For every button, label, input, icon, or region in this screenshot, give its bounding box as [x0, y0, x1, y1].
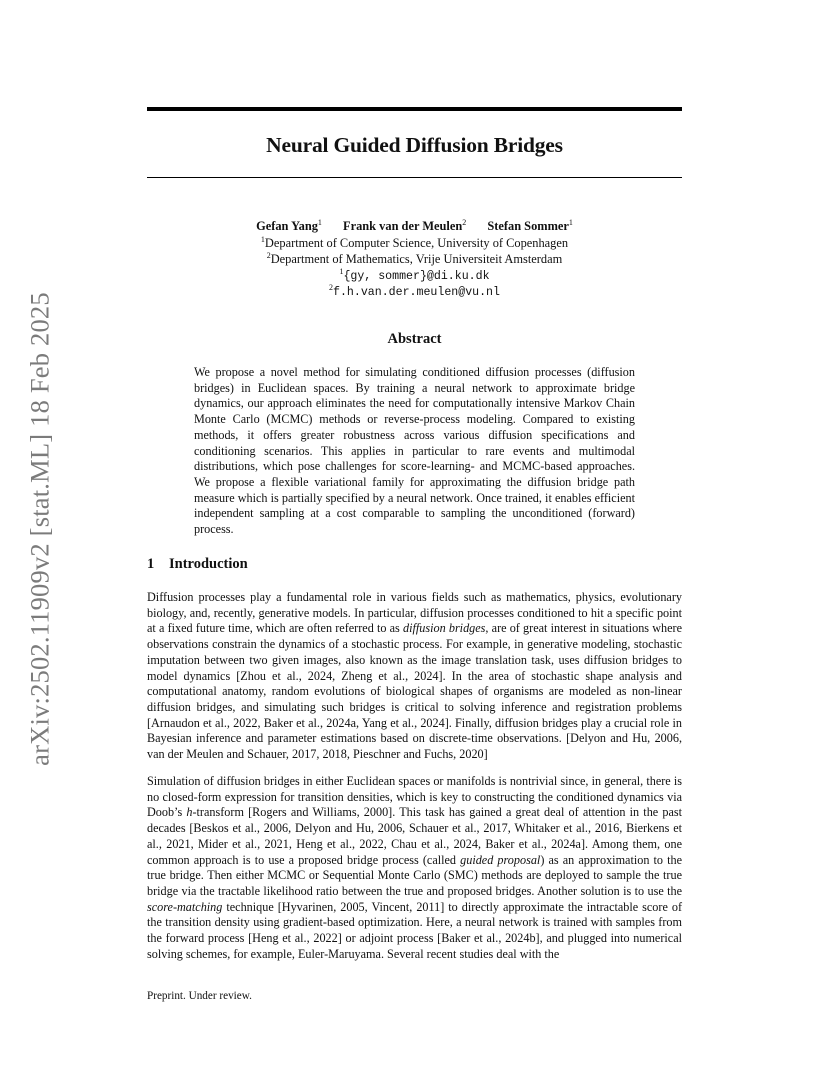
author-affiliation-mark: 1 — [317, 218, 322, 227]
author-name: Stefan Sommer — [487, 219, 569, 234]
email-text: f.h.van.der.meulen@vu.nl — [333, 285, 500, 299]
text-run: Simulation of diffusion bridges in either Euclidean spaces or manifolds is nontrivial since, in general, there is no closed-form expression for transition densities, which is key to constructing the conditioned dynamics via Doob’s — [147, 774, 682, 820]
paper-title: Neural Guided Diffusion Bridges — [266, 133, 563, 157]
emphasis-text: guided proposal — [460, 852, 541, 867]
section-number: 1 — [147, 556, 155, 572]
text-run: -transform [Rogers and Williams, 2000]. This task has gained a great deal of attention in the past decades [Beskos et al., 2006, Delyon and Hu, 2006, Schauer et al., 2017, Whitaker et al., 2016, Bierkens et al., 2021, Mider et al., 2021, Heng et al., 2022, Chau et al., 2024, Baker et al., 2024a]. Among them, one common approach is to use a proposed bridge process (called — [147, 805, 682, 867]
affiliation-mark: 2 — [266, 251, 271, 260]
affiliation-text: Department of Computer Science, University of Copenhagen — [264, 236, 569, 251]
text-run: technique [Hyvarinen, 2005, Vincent, 2011] to directly approximate the intractable score of the transition density using gradient-based optimization. Here, a neural network is trained with samples from the forward process [Heng et al., 2022] or adjoint process [Baker et al., 2024b], and plugged into numerical solving schemes, for example, Euler-Maruyama. Several recent studies deal with the — [147, 899, 682, 961]
email-text: {gy, sommer}@di.ku.dk — [343, 269, 490, 283]
paragraph-text — [147, 774, 682, 962]
emphasis-text: diffusion bridges — [403, 621, 486, 636]
emphasis-text: score-matching — [147, 899, 223, 914]
author-affiliation-mark: 1 — [568, 218, 573, 227]
arxiv-identifier-stamp: arXiv:2502.11909v2 [stat.ML] 18 Feb 2025 — [24, 292, 55, 766]
introduction-paragraph-1 — [147, 590, 682, 763]
author-name: Gefan Yang — [256, 219, 318, 234]
preprint-footer: Preprint. Under review. — [147, 990, 252, 1002]
math-variable-h: h — [186, 805, 193, 820]
abstract-text: We propose a novel method for simulating conditioned diffusion processes (diffusion bridges) in Euclidean spaces. By training a neural network to approximate bridge dynamics, our approach eliminates the need for computationally intensive Markov Chain Monte Carlo (MCMC) methods or reverse-process modeling. Compared to existing methods, it offers greater robustness across various diffusion specifications and conditioning scenarios. This applies in particular to rare events and multimodal distributions, which pose challenges for score-learning- and MCMC-based approaches. We propose a flexible variational family for approximating the diffusion bridge path measure which is partially specified by a neural network. Once trained, it enables efficient independent sampling at a cost comparable to sampling the unconditioned (forward) process. — [194, 365, 635, 537]
affiliation-mark: 1 — [260, 235, 265, 244]
section-title: Introduction — [169, 556, 248, 572]
title-bottom-rule — [147, 177, 682, 178]
abstract-body — [194, 365, 635, 538]
author-affiliation-mark: 2 — [462, 218, 467, 227]
text-run: , are of great interest in situations where observations constrain the dynamics of a stochastic process. For example, in generative modeling, stochastic imputation between two given images, also known as the image translation task, uses diffusion bridges to model dynamics [Zhou et al., 2024, Zheng et al., 2024]. In the area of stochastic shape analysis and computational anatomy, random evolutions of biological shapes of organisms are modeled as non-linear diffusion bridges, and simulating such bridges is critical to solving inference and registration problems [Arnaudon et al., 2022, Baker et al., 2024a, Yang et al., 2024]. Finally, diffusion bridges play a crucial role in Bayesian inference and parameter estimations based on discrete-time observations. [Delyon and Hu, 2006, van der Meulen and Schauer, 2017, 2018, Pieschner and Fuchs, 2020] — [147, 621, 683, 762]
section-heading-introduction — [147, 556, 682, 573]
paragraph-text — [147, 590, 682, 763]
email-mark: 1 — [339, 267, 344, 276]
author-name: Frank van der Meulen — [343, 219, 463, 234]
email-mark: 2 — [329, 283, 333, 292]
affiliation-text: Department of Mathematics, Vrije Universiteit Amsterdam — [270, 252, 563, 267]
text-run: Diffusion processes play a fundamental role in various fields such as mathematics, physics, evolutionary biology, and, recently, generative models. In particular, diffusion processes conditioned to hit a specific point at a fixed future time, which are often referred to as — [147, 590, 682, 636]
introduction-paragraph-2 — [147, 774, 682, 962]
abstract-heading: Abstract — [387, 331, 442, 347]
email-2 — [147, 280, 682, 300]
title-top-rule — [147, 107, 682, 111]
text-run: ) as an approximation to the true bridge. Then either MCMC or Sequential Monte Carlo (SMC) methods are deployed to sample the true bridge via the tractable likelihood ratio between the true and proposed bridges. Another solution is to use the — [147, 852, 682, 898]
